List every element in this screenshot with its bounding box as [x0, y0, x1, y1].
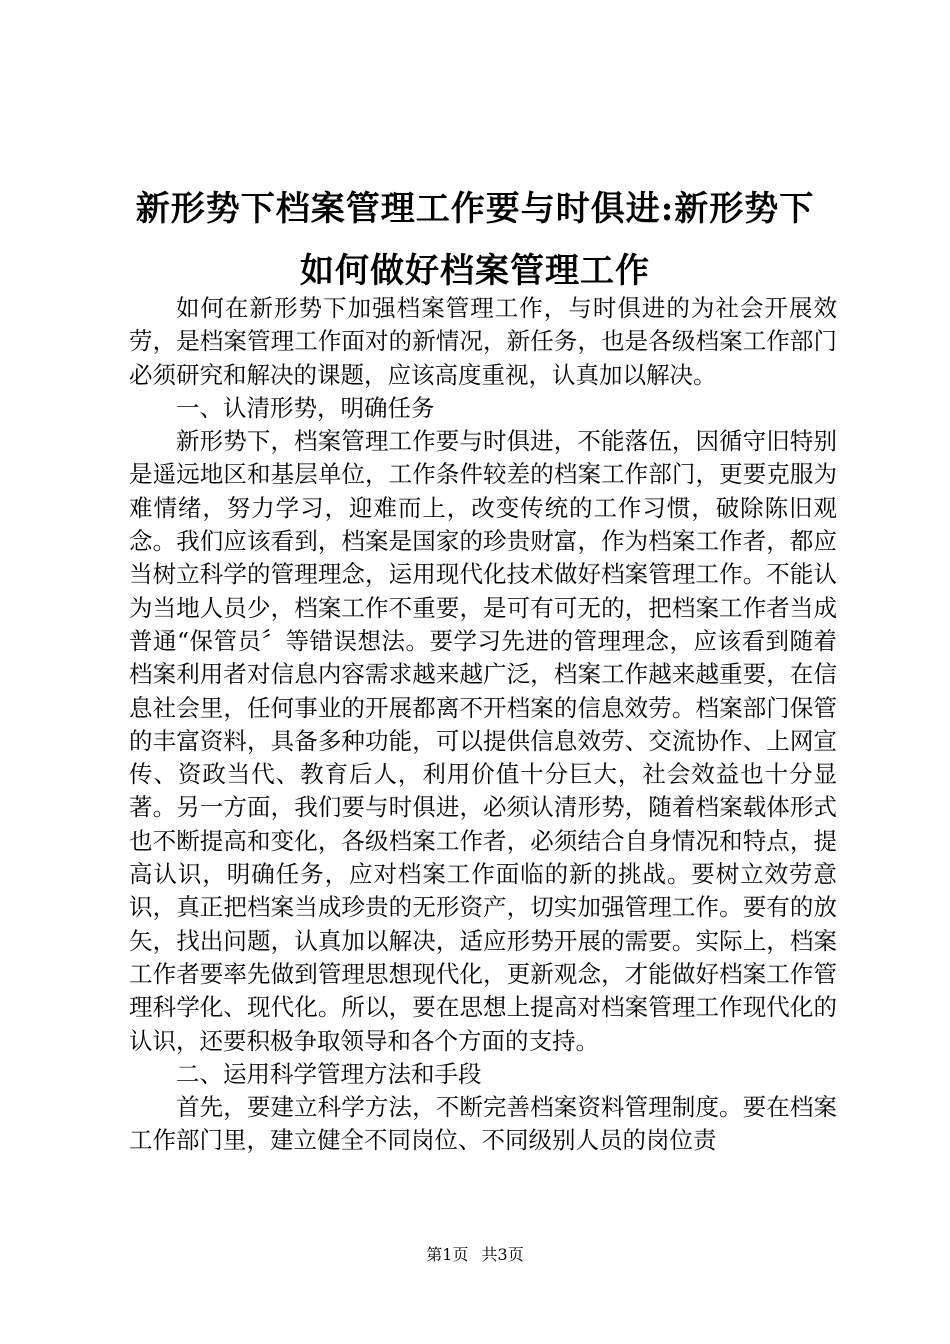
section-heading-1: 一、认清形势，明确任务: [176, 393, 435, 422]
title-line-1: 新形势下档案管理工作要与时俱进:新形势下: [135, 189, 815, 229]
page-total: 共3页: [481, 1245, 524, 1264]
document-body: [129, 292, 837, 1158]
page-footer: [0, 1245, 950, 1265]
intro-paragraph: 如何在新形势下加强档案管理工作，与时俱进的为社会开展效劳，是档案管理工作面对的新情况，新任务，也是各级档案工作部门必须研究和解决的课题，应该高度重视，认真加以解决。: [129, 294, 837, 389]
section-heading-2: 二、运用科学管理方法和手段: [176, 1059, 482, 1088]
title-line-2: 如何做好档案管理工作: [300, 251, 650, 291]
document-title: [100, 178, 850, 302]
section-1-paragraph: 新形势下，档案管理工作要与时俱进，不能落伍，因循守旧特别是遥远地区和基层单位，工作条件较差的档案工作部门，更要克服为难情绪，努力学习，迎难而上，改变传统的工作习惯，破除陈旧观念。我们应该看到，档案是国家的珍贵财富，作为档案工作者，都应当树立科学的管理理念，运用现代化技术做好档案管理工作。不能认为当地人员少，档案工作不重要，是可有可无的，把档案工作者当成普通“保管员〞等错误想法。要学习先进的管理理念，应该看到随着档案利用者对信息内容需求越来越广泛，档案工作越来越重要，在信息社会里，任何事业的开展都离不开档案的信息效劳。档案部门保管的丰富资料，具备多种功能，可以提供信息效劳、交流协作、上网宣传、资政当代、教育后人，利用价值十分巨大，社会效益也十分显著。另一方面，我们要与时俱进，必须认清形势，随着档案载体形式也不断提高和变化，各级档案工作者，必须结合自身情况和特点，提高认识，明确任务，应对档案工作面临的新的挑战。要树立效劳意识，真正把档案当成珍贵的无形资产，切实加强管理工作。要有的放矢，找出问题，认真加以解决，适应形势开展的需要。实际上，档案工作者要率先做到管理思想现代化，更新观念，才能做好档案工作管理科学化、现代化。所以，要在思想上提高对档案管理工作现代化的认识，还要积极争取领导和各个方面的支持。: [129, 427, 837, 1055]
section-2-paragraph: 首先，要建立科学方法，不断完善档案资料管理制度。要在档案工作部门里，建立健全不同岗位、不同级别人员的岗位责: [129, 1093, 837, 1155]
page-number: 第1页: [426, 1245, 469, 1264]
